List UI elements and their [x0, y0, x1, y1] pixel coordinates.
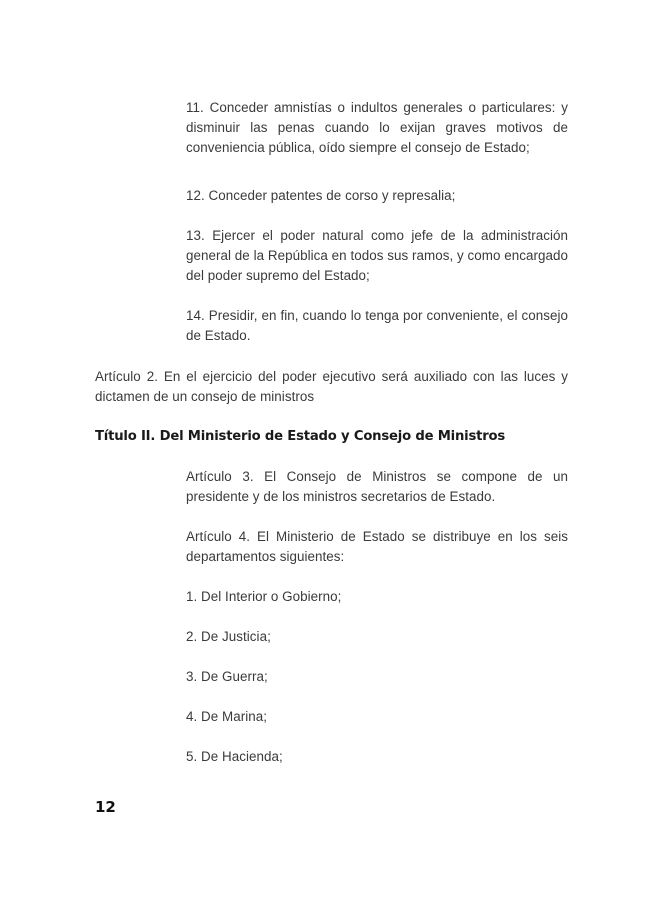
articulo-3-paragraph: Artículo 3. El Consejo de Ministros se compone de un presidente y de los ministros secretarios de Estado.: [186, 469, 568, 504]
departamento-item-3: 3. De Guerra;: [186, 669, 268, 684]
titulo-ii-heading: Título II. Del Ministerio de Estado y Consejo de Ministros: [95, 429, 506, 444]
list-item-14: 14. Presidir, en fin, cuando lo tenga por conveniente, el consejo de Estado.: [186, 308, 568, 343]
articulo-4-paragraph: Artículo 4. El Ministerio de Estado se distribuye en los seis departamentos siguientes:: [186, 529, 568, 564]
departamento-item-5: 5. De Hacienda;: [186, 749, 283, 764]
page-number: 12: [95, 798, 116, 816]
departamento-item-1: 1. Del Interior o Gobierno;: [186, 589, 342, 604]
list-item-13: 13. Ejercer el poder natural como jefe de la administración general de la República en todos sus ramos, y como encargado del poder supremo del Estado;: [186, 228, 568, 283]
list-item-12: 12. Conceder patentes de corso y represalia;: [186, 188, 456, 203]
list-item-11: 11. Conceder amnistías o indultos generales o particulares: y disminuir las penas cuando lo exijan graves motivos de conveniencia pública, oído siempre el consejo de Estado;: [186, 100, 568, 155]
departamento-item-4: 4. De Marina;: [186, 709, 268, 724]
articulo-2-paragraph: Artículo 2. En el ejercicio del poder ejecutivo será auxiliado con las luces y dictamen de un consejo de ministros: [95, 369, 568, 404]
departamento-item-2: 2. De Justicia;: [186, 629, 271, 644]
